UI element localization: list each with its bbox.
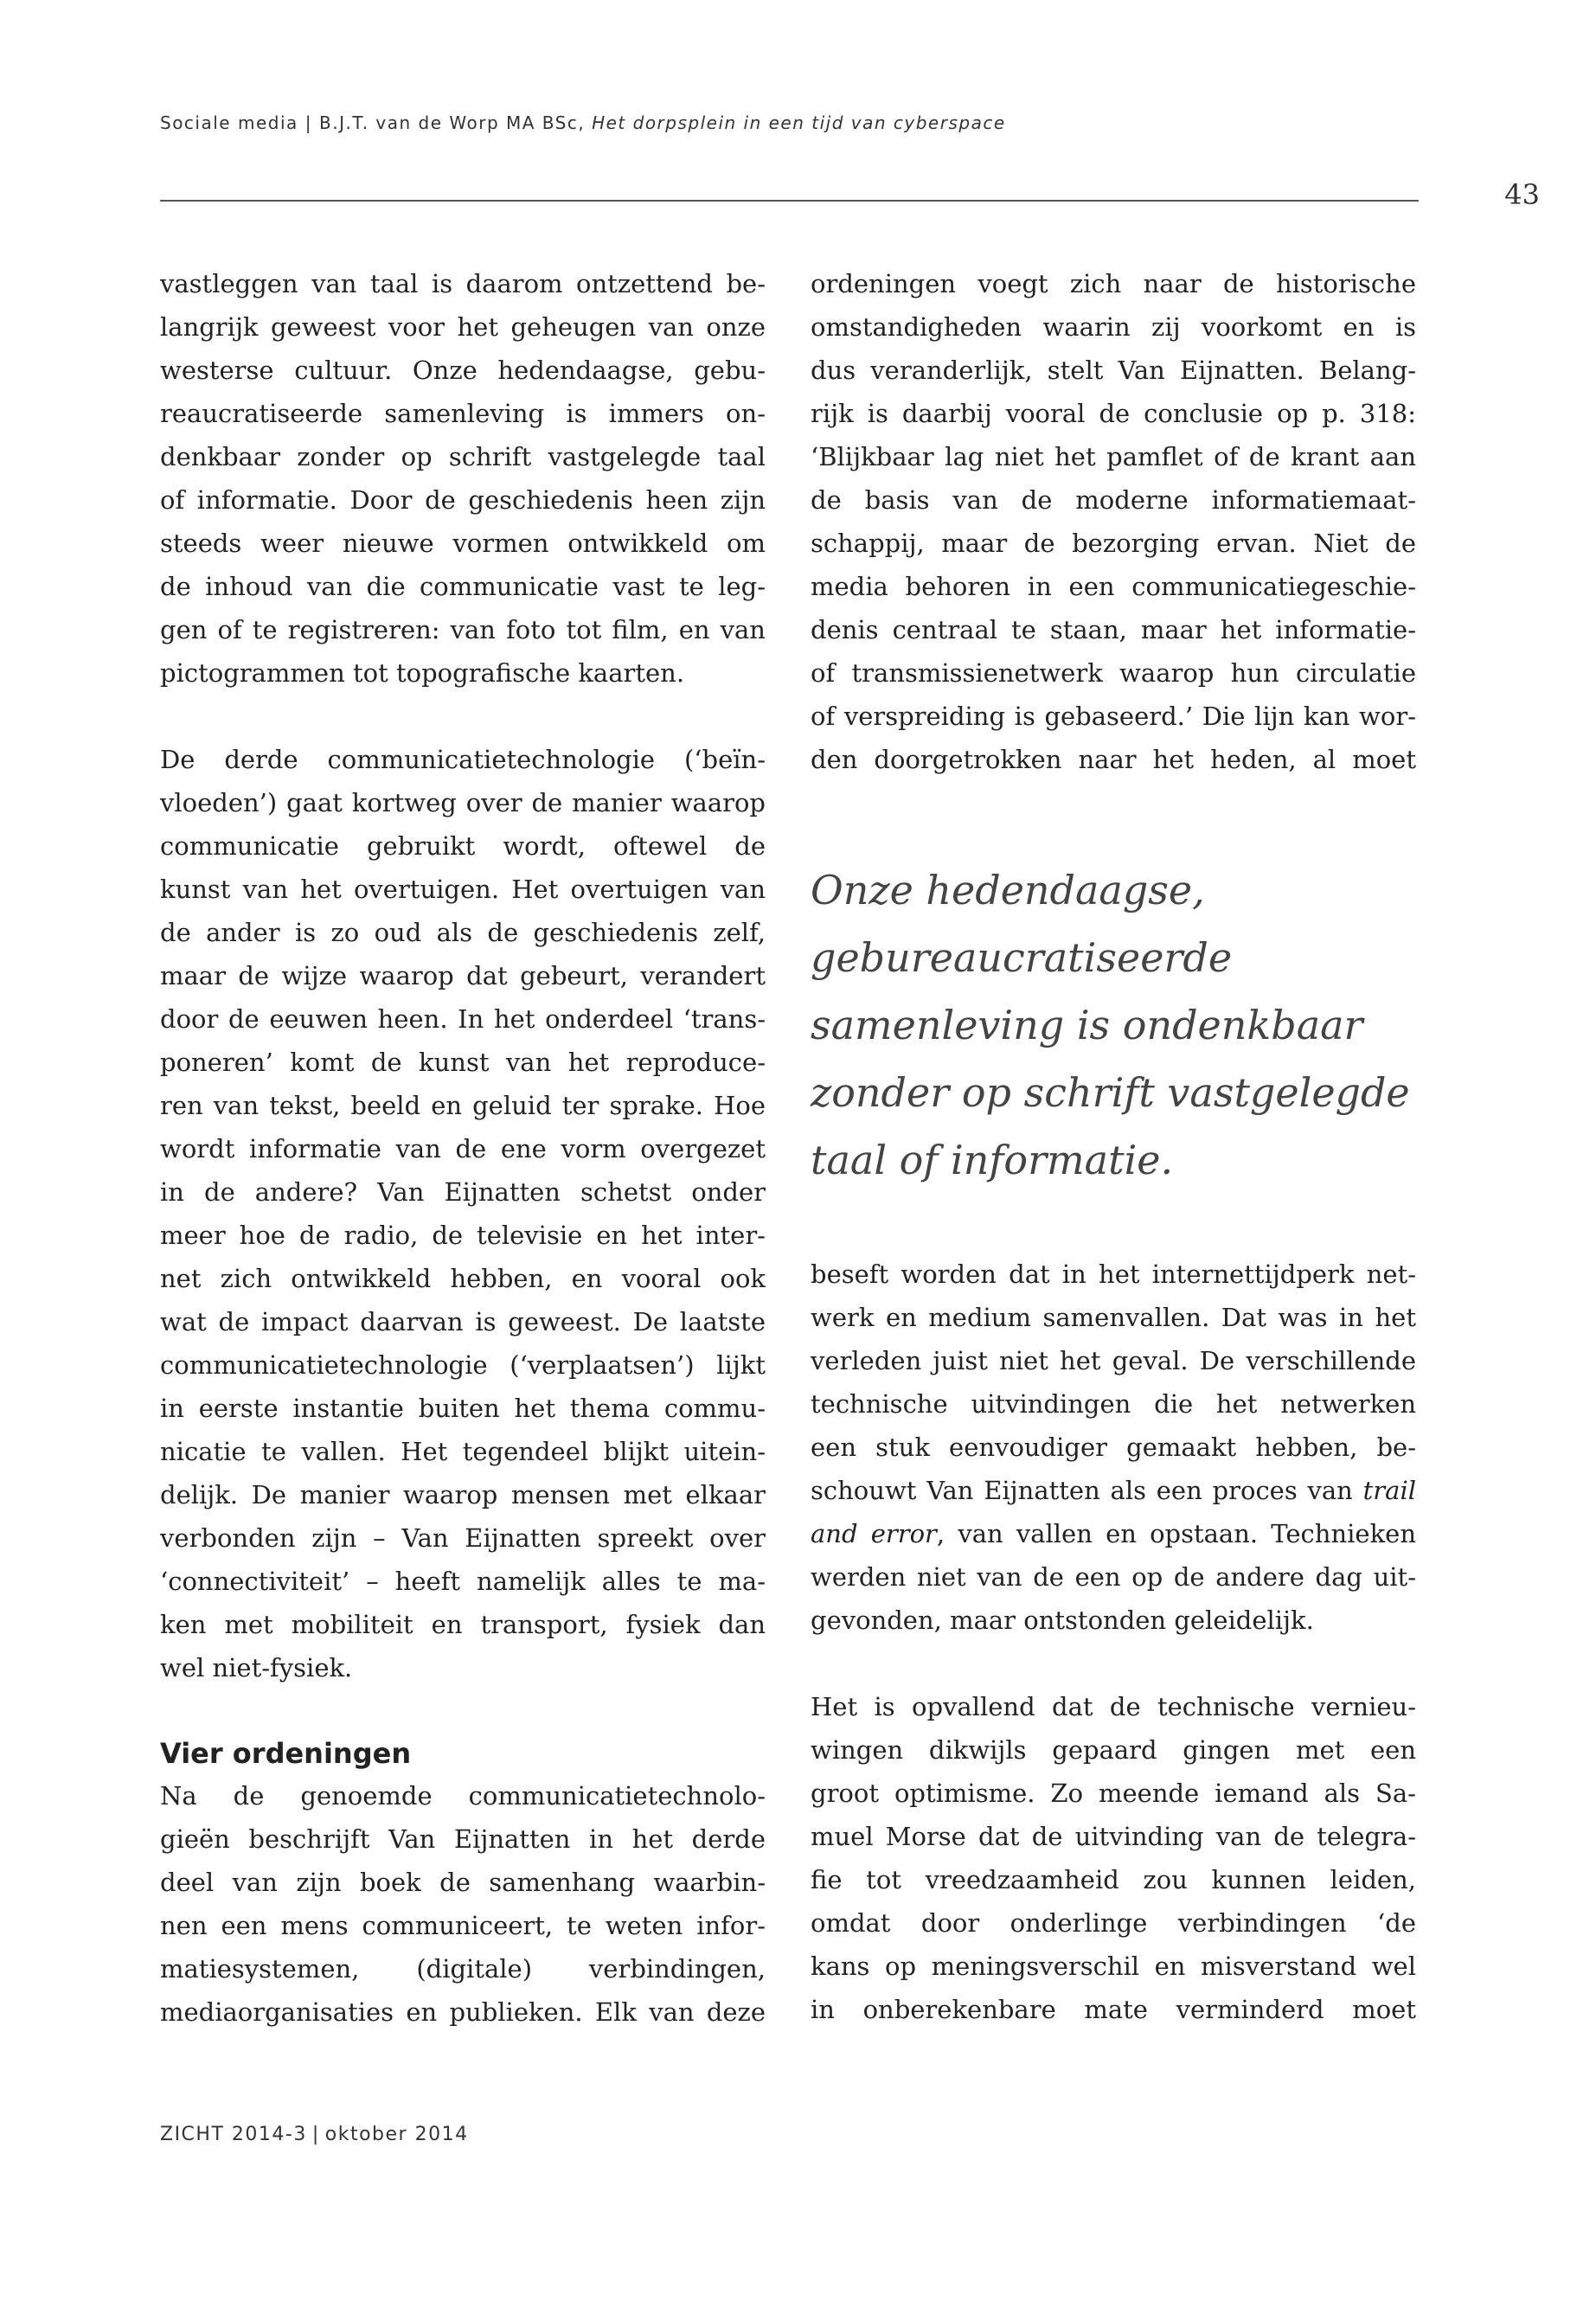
- header-section: Sociale media: [160, 112, 298, 133]
- text-line: steeds weer nieuwe vormen ontwikkeld om: [160, 529, 766, 558]
- text-line: delijk. De manier waarop mensen met elkaar: [160, 1480, 766, 1509]
- text-line: De derde communicatietechnologie (‘beïn-: [160, 745, 766, 774]
- pull-quote-line: gebureaucratiseerde: [811, 934, 1233, 981]
- text-line: de inhoud van die communicatie vast te leg-: [160, 572, 766, 601]
- text-line: muel Morse dat de uitvinding van de telegra-: [811, 1822, 1416, 1851]
- right-column-top: [811, 262, 1416, 781]
- text-line: poneren’ komt de kunst van het reproduce-: [160, 1048, 766, 1077]
- text-line: omdat door onderlinge verbindingen ‘de: [811, 1908, 1416, 1938]
- text-line: gieën beschrijft Van Eijnatten in het derde: [160, 1824, 766, 1854]
- running-header: [160, 112, 1458, 133]
- right-column-bottom: [811, 1253, 1416, 2031]
- text-line: verbonden zijn – Van Eijnatten spreekt over: [160, 1523, 766, 1553]
- text-line: beseft worden dat in het internettijdperk net-: [811, 1259, 1416, 1289]
- text-line: of informatie. Door de geschiedenis heen zijn: [160, 485, 766, 515]
- left-paragraph-2: [160, 738, 766, 1689]
- text-line: communicatietechnologie (‘verplaatsen’) lijkt: [160, 1350, 766, 1380]
- text-line: langrijk geweest voor het geheugen van onze: [160, 312, 766, 342]
- text-line: pictogrammen tot topografische kaarten.: [160, 658, 685, 688]
- text-line: maar de wijze waarop dat gebeurt, verandert: [160, 961, 766, 990]
- text-line: gevonden, maar ontstonden geleidelijk.: [811, 1606, 1314, 1635]
- text-line: net zich ontwikkeld hebben, en vooral ook: [160, 1264, 766, 1293]
- text-line: wordt informatie van de ene vorm overgezet: [160, 1134, 766, 1163]
- header-separator: |: [304, 112, 313, 133]
- text-line: nicatie te vallen. Het tegendeel blijkt uitein-: [160, 1437, 766, 1466]
- text-line: Het is opvallend dat de technische vernieu-: [811, 1692, 1416, 1721]
- text-line: [811, 1512, 1416, 1555]
- text-line: mediaorganisaties en publieken. Elk van deze: [160, 1997, 766, 2027]
- text-line: ken met mobiliteit en transport, fysiek dan: [160, 1610, 766, 1639]
- text-line: ordeningen voegt zich naar de historische: [811, 269, 1416, 298]
- left-paragraph-1: [160, 262, 766, 695]
- right-paragraph-2: [811, 1253, 1416, 1642]
- text-line: door de eeuwen heen. In het onderdeel ‘trans-: [160, 1004, 766, 1034]
- text-line: ‘Blijkbaar lag niet het pamflet of de krant aan: [811, 442, 1416, 471]
- text-line: in onberekenbare mate verminderd moet: [811, 1995, 1416, 2024]
- text-line: westerse cultuur. Onze hedendaagse, gebu-: [160, 356, 766, 385]
- text-line: wat de impact daarvan is geweest. De laatste: [160, 1307, 766, 1336]
- text-line: gen of te registreren: van foto tot film, en van: [160, 615, 766, 644]
- left-paragraph-3: [160, 1774, 766, 2034]
- text-line: denkbaar zonder op schrift vastgelegde taal: [160, 442, 766, 471]
- footer-journal: ZICHT 2014-3: [160, 2124, 307, 2145]
- pull-quote-line: taal of informatie.: [811, 1137, 1174, 1183]
- text-line: fie tot vreedzaamheid zou kunnen leiden,: [811, 1865, 1416, 1894]
- pull-quote-line: Onze hedendaagse,: [811, 867, 1205, 913]
- text-span: schouwt Van Eijnatten als een proces van: [811, 1476, 1363, 1505]
- pull-quote-line: samenleving is ondenkbaar: [811, 1002, 1363, 1048]
- page-number: 43: [1504, 178, 1540, 211]
- footer-date: oktober 2014: [324, 2124, 469, 2145]
- text-line: of verspreiding is gebaseerd.’ Die lijn kan wor-: [811, 702, 1416, 731]
- text-line: meer hoe de radio, de televisie en het inter-: [160, 1221, 766, 1250]
- text-span: , van vallen en opstaan. Technieken: [936, 1519, 1416, 1548]
- right-paragraph-1: [811, 262, 1416, 781]
- text-line: communicatie gebruikt wordt, oftewel de: [160, 831, 766, 861]
- text-line: deel van zijn boek de samenhang waarbin-: [160, 1868, 766, 1897]
- text-line: rijk is daarbij vooral de conclusie op p. 318:: [811, 399, 1416, 428]
- header-author: B.J.T. van de Worp MA BSc,: [319, 112, 586, 133]
- text-line: verleden juist niet het geval. De verschillende: [811, 1346, 1416, 1375]
- text-line: media behoren in een communicatiegeschie-: [811, 572, 1416, 601]
- text-line: wel niet-fysiek.: [160, 1653, 353, 1682]
- text-line: de basis van de moderne informatiemaat-: [811, 485, 1416, 515]
- text-line: matiesystemen, (digitale) verbindingen,: [160, 1954, 766, 1984]
- text-line: ‘connectiviteit’ – heeft namelijk alles te ma-: [160, 1567, 766, 1596]
- text-line: nen een mens communiceert, te weten infor-: [160, 1911, 766, 1940]
- text-line: den doorgetrokken naar het heden, al moet: [811, 745, 1416, 774]
- text-line: reaucratiseerde samenleving is immers on-: [160, 399, 766, 428]
- header-rule: [160, 200, 1419, 202]
- italic-term: trail: [1362, 1476, 1416, 1505]
- page-footer: [160, 2124, 469, 2145]
- text-line: de ander is zo oud als de geschiedenis zelf,: [160, 918, 766, 947]
- right-paragraph-3: [811, 1685, 1416, 2031]
- text-line: groot optimisme. Zo meende iemand als Sa-: [811, 1779, 1416, 1808]
- text-line: technische uitvindingen die het netwerken: [811, 1389, 1416, 1419]
- italic-term: and error: [811, 1519, 937, 1548]
- text-line: vloeden’) gaat kortweg over de manier waarop: [160, 788, 766, 817]
- text-line: kunst van het overtuigen. Het overtuigen van: [160, 875, 766, 904]
- text-line: schappij, maar de bezorging ervan. Niet de: [811, 529, 1416, 558]
- text-line: Na de genoemde communicatietechnolo-: [160, 1781, 766, 1811]
- left-column: [160, 262, 766, 2034]
- text-line: omstandigheden waarin zij voorkomt en is: [811, 312, 1416, 342]
- footer-separator: |: [311, 2124, 320, 2145]
- text-line: ren van tekst, beeld en geluid ter sprake. Hoe: [160, 1091, 766, 1120]
- header-article-title: Het dorpsplein in een tijd van cyberspace: [592, 112, 1006, 133]
- text-line: of transmissienetwerk waarop hun circulatie: [811, 658, 1416, 688]
- text-line: [811, 1469, 1416, 1512]
- text-line: wingen dikwijls gepaard gingen met een: [811, 1735, 1416, 1765]
- text-line: kans op meningsverschil en misverstand wel: [811, 1952, 1416, 1981]
- section-heading: Vier ordeningen: [160, 1737, 412, 1770]
- pull-quote-line: zonder op schrift vastgelegde: [811, 1069, 1410, 1116]
- text-line: werden niet van de een op de andere dag uit-: [811, 1562, 1416, 1592]
- text-line: denis centraal te staan, maar het informatie-: [811, 615, 1416, 644]
- text-line: in eerste instantie buiten het thema commu-: [160, 1394, 766, 1423]
- text-line: in de andere? Van Eijnatten schetst onder: [160, 1177, 766, 1207]
- pull-quote: [811, 856, 1416, 1194]
- text-line: een stuk eenvoudiger gemaakt hebben, be-: [811, 1433, 1416, 1462]
- text-line: dus veranderlijk, stelt Van Eijnatten. Belang-: [811, 356, 1416, 385]
- text-line: werk en medium samenvallen. Dat was in het: [811, 1303, 1416, 1332]
- text-line: vastleggen van taal is daarom ontzettend be-: [160, 269, 766, 298]
